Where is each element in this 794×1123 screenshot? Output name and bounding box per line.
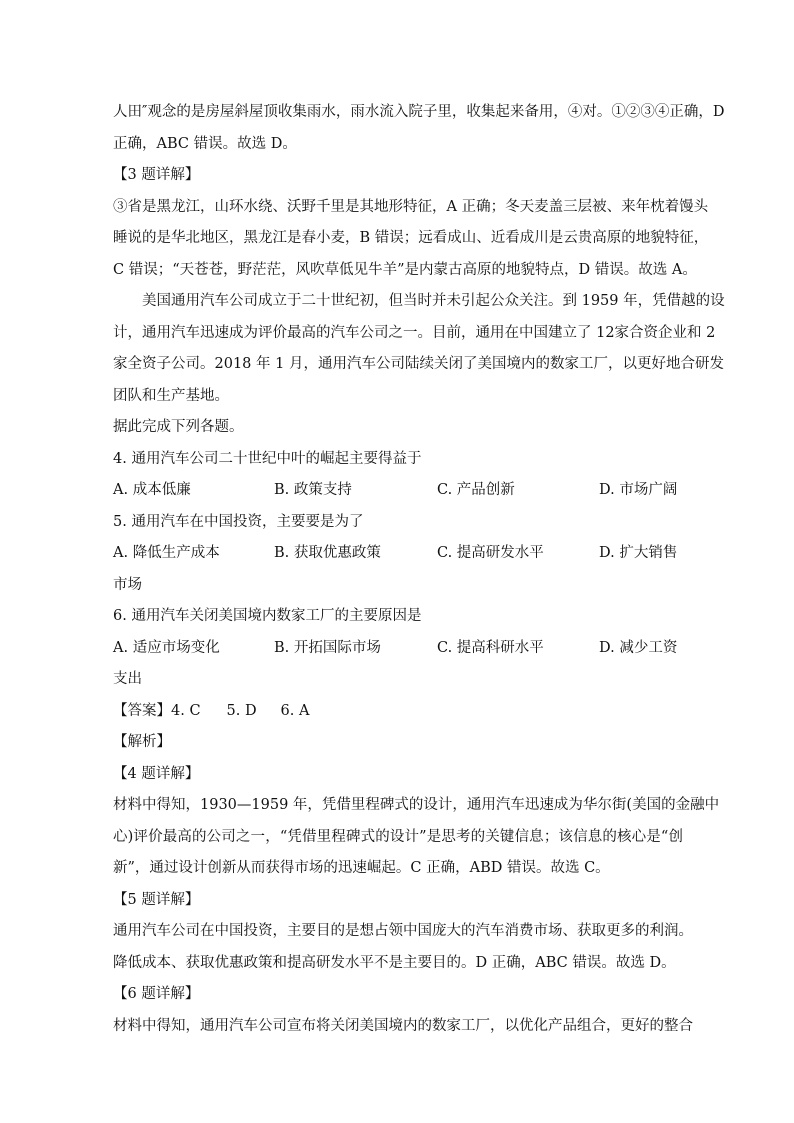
- text-line: 降低成本、获取优惠政策和提高研发水平不是主要目的。D 正确，ABC 错误。故选 D。: [113, 954, 676, 971]
- text-line: 通用汽车公司在中国投资，主要目的是想占领中国庞大的汽车消费市场、获取更多的利润。: [113, 923, 693, 939]
- text-line: 团队和生产基地。: [113, 387, 229, 404]
- question-options: [113, 633, 683, 665]
- q5-detail-section: [113, 885, 693, 980]
- question-6: [113, 601, 683, 696]
- option-d: D. 市场广阔: [599, 482, 678, 498]
- document-page: [113, 97, 725, 1042]
- answer-label: 【答案】4. C: [113, 702, 201, 719]
- q3-detail-section: [113, 160, 709, 286]
- option-d: D. 扩大销售: [599, 545, 678, 561]
- q4-detail-section: [113, 759, 720, 885]
- q6-detail-section: [113, 979, 693, 1042]
- text-line: 美国通用汽车公司成立于二十世纪初，但当时并未引起公众关注。到 1959 年，凭借越的设: [142, 293, 725, 309]
- q4-detail-heading: 【4 题详解】: [113, 765, 200, 782]
- q6-detail-heading: 【6 题详解】: [113, 986, 200, 1002]
- option-d: D. 减少工资: [599, 639, 678, 656]
- text-line: 材料中得知，1930—1959 年，凭借里程碑式的设计，通用汽车迅速成为华尔街(美国的金融中: [113, 797, 720, 813]
- question-stem: 5. 通用汽车在中国投资，主要要是为了: [113, 513, 364, 530]
- option-a: A. 成本低廉: [113, 482, 191, 498]
- text-line: 新”，通过设计创新从而获得市场的迅速崛起。C 正确，ABD 错误。故选 C。: [113, 860, 610, 876]
- option-b: B. 开拓国际市场: [274, 639, 381, 656]
- option-b: B. 政策支持: [274, 482, 352, 498]
- question-options: [113, 475, 683, 507]
- text-line: 心)评价最高的公司之一，“凭借里程碑式的设计”是思考的关键信息；该信息的核心是“创: [113, 828, 683, 845]
- question-stem: 4. 通用汽车公司二十世纪中叶的崛起主要得益于: [113, 450, 422, 467]
- text-line: ③省是黑龙江，山环水绕、沃野千里是其地形特征，A 正确；冬天麦盖三层被、来年枕着馒头: [113, 198, 709, 215]
- question-4: [113, 444, 683, 507]
- previous-paragraph: [113, 97, 725, 160]
- question-options: [113, 538, 683, 570]
- instruction-line: 据此完成下列各题。: [113, 419, 244, 435]
- text-line: C 错误；“天苍苍，野茫茫，风吹草低见牛羊”是内蒙古高原的地貌特点，D 错误。故选 A。: [113, 261, 697, 278]
- option-d-overflow: 支出: [113, 671, 142, 687]
- text-line: 计，通用汽车迅速成为评价最高的汽车公司之一。目前，通用在中国建立了 12家合资企业和 2: [113, 324, 716, 341]
- analysis-heading: 【解析】: [113, 734, 171, 750]
- q3-detail-heading: 【3 题详解】: [113, 167, 200, 183]
- text-line: 材料中得知，通用汽车公司宣布将关闭美国境内的数家工厂，以优化产品组合，更好的整合: [113, 1017, 693, 1034]
- option-c: C. 产品创新: [437, 482, 515, 498]
- text-line: 正确，ABC 错误。故选 D。: [113, 135, 297, 152]
- option-a: A. 降低生产成本: [113, 545, 220, 561]
- option-d-overflow: 市场: [113, 576, 142, 593]
- question-stem: 6. 通用汽车关闭美国境内数家工厂的主要原因是: [113, 608, 422, 624]
- material-paragraph: [113, 286, 725, 444]
- question-5: [113, 507, 683, 602]
- option-b: B. 获取优惠政策: [274, 545, 381, 561]
- text-line: 家全资子公司。2018 年 1 月，通用汽车公司陆续关闭了美国境内的数家工厂，以更好地合研发: [113, 356, 724, 372]
- answer-6: 6. A: [280, 702, 310, 719]
- text-line: 人田″观念的是房屋斜屋顶收集雨水，雨水流入院子里，收集起来备用，④对。①②③④正确，D: [113, 104, 725, 120]
- text-line: 睡说的是华北地区，黑龙江是春小麦，B 错误；远看成山、近看成川是云贵高原的地貌特征，: [113, 230, 709, 246]
- answer-5: 5. D: [226, 702, 257, 719]
- answer-line: [113, 696, 683, 728]
- option-a: A. 适应市场变化: [113, 639, 220, 656]
- q5-detail-heading: 【5 题详解】: [113, 891, 200, 908]
- option-c: C. 提高研发水平: [437, 545, 544, 561]
- option-c: C. 提高科研水平: [437, 639, 544, 656]
